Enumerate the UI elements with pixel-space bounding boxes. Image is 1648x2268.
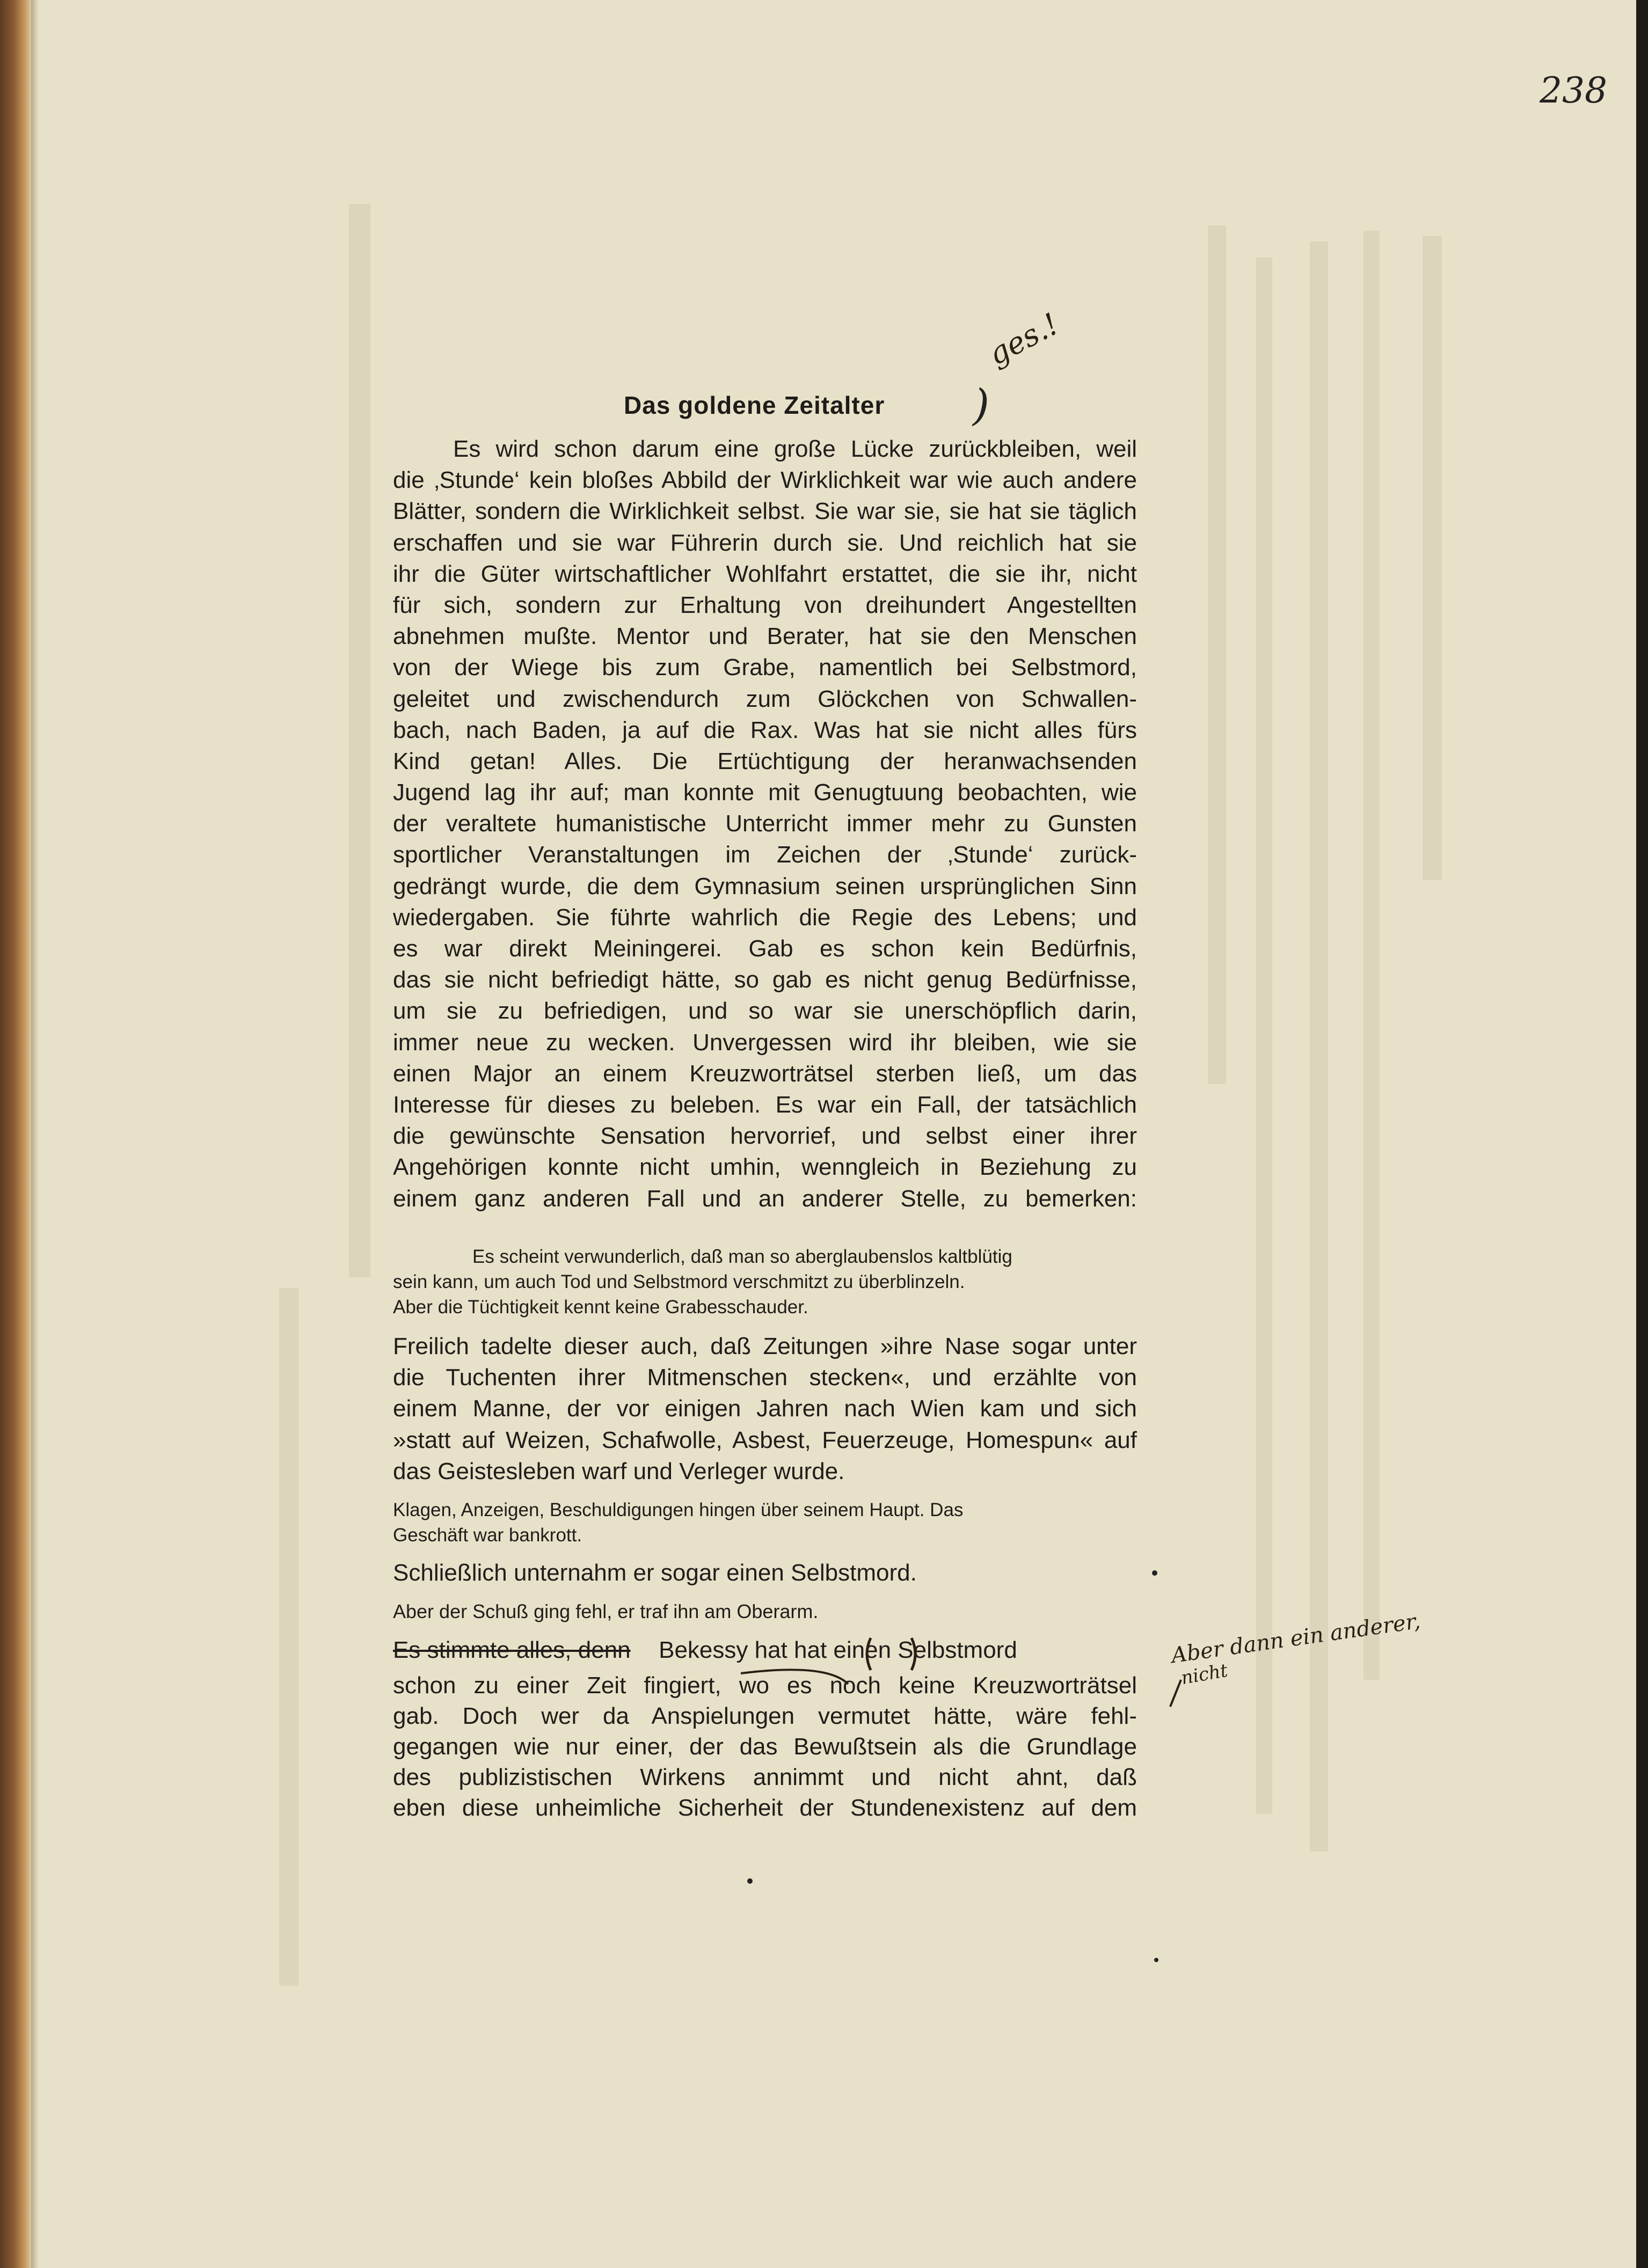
text-line: Kind getan! Alles. Die Ertüchtigung der heranwachsenden bbox=[393, 748, 1137, 774]
text-line: sportlicher Veranstaltungen im Zeichen der ‚Stunde‘ zurück- bbox=[393, 842, 1137, 868]
margin-note-line-2: nicht bbox=[1179, 1659, 1230, 1689]
text-line: gab. Doch wer da Anspielungen vermutet hätte, wäre fehl- bbox=[393, 1703, 1137, 1729]
text-line: die Tuchenten ihrer Mitmenschen stecken«, und erzählte von bbox=[393, 1364, 1137, 1391]
text-line: Interesse für dieses zu beleben. Es war ein Fall, der tatsächlich bbox=[393, 1091, 1137, 1118]
text-line: Freilich tadelte dieser auch, daß Zeitungen »ihre Nase sogar unter bbox=[393, 1333, 1137, 1359]
page-title: Das goldene Zeitalter bbox=[624, 391, 885, 419]
quote-line: Aber die Tüchtigkeit kennt keine Grabesschauder. bbox=[393, 1297, 808, 1318]
text-line: für sich, sondern zur Erhaltung von dreihundert Angestellten bbox=[393, 591, 1137, 618]
text-line: des publizistischen Wirkens annimmt und nicht ahnt, daß bbox=[393, 1764, 1137, 1790]
text-line: das sie nicht befriedigt hätte, so gab es nicht genug Bedürfnisse, bbox=[393, 967, 1137, 993]
text-line: erschaffen und sie war Führerin durch sie. Und reichlich hat sie bbox=[393, 529, 1137, 556]
margin-note-line-1: Aber dann ein anderer, bbox=[1170, 1608, 1422, 1669]
text-line: immer neue zu wecken. Unvergessen wird ihr bleiben, wie sie bbox=[393, 1029, 1137, 1056]
struck-through-text: Es stimmte alles, denn bbox=[393, 1637, 631, 1663]
text-line: das Geistesleben warf und Verleger wurde. bbox=[393, 1458, 845, 1484]
text-line: wiedergaben. Sie führte wahrlich die Regie des Lebens; und bbox=[393, 904, 1137, 931]
text-line: von der Wiege bis zum Grabe, namentlich bei Selbstmord, bbox=[393, 654, 1137, 681]
page-number: 238 bbox=[1540, 70, 1607, 111]
margin-arrow-mark bbox=[1170, 1680, 1181, 1707]
shot-text: Aber der Schuß ging fehl, er traf ihn am Oberarm. bbox=[393, 1600, 819, 1622]
suicide-text: Schließlich unternahm er sogar einen Selbstmord. bbox=[393, 1560, 917, 1586]
text-line: der veraltete humanistische Unterricht immer mehr zu Gunsten bbox=[393, 810, 1137, 837]
ink-dot bbox=[747, 1878, 753, 1884]
bracket-hat-mark bbox=[867, 1638, 915, 1670]
text-line: abnehmen mußte. Mentor und Berater, hat sie den Menschen bbox=[393, 623, 1137, 650]
quote-line: Klagen, Anzeigen, Beschuldigungen hingen über seinem Haupt. Das bbox=[393, 1499, 964, 1520]
text-line: schon zu einer Zeit fingiert, wo es noch keine Kreuzworträtsel bbox=[393, 1672, 1137, 1699]
text-line: einem ganz anderen Fall und an anderer Stelle, zu bemerken: bbox=[393, 1185, 1137, 1212]
text-line: Angehörigen konnte nicht umhin, wenngleich in Beziehung zu bbox=[393, 1154, 1137, 1181]
bekessy-line-text: Bekessy hat hat einen Selbstmord bbox=[659, 1637, 1017, 1663]
text-line: gegangen wie nur einer, der das Bewußtsein als die Grundlage bbox=[393, 1733, 1137, 1760]
text-line: Es wird schon darum eine große Lücke zurückbleiben, weil bbox=[453, 436, 1137, 462]
text-line: die ‚Stunde‘ kein bloßes Abbild der Wirklichkeit war wie auch andere bbox=[393, 467, 1137, 494]
text-line: bach, nach Baden, ja auf die Rax. Was hat sie nicht alles fürs bbox=[393, 716, 1137, 743]
text-line: einem Manne, der vor einigen Jahren nach Wien kam und sich bbox=[393, 1395, 1137, 1422]
text-line: ihr die Güter wirtschaftlicher Wohlfahrt erstattet, die sie ihr, nicht bbox=[393, 560, 1137, 587]
text-line: eben diese unheimliche Sicherheit der Stundenexistenz auf dem bbox=[393, 1795, 1137, 1821]
quote-line: sein kann, um auch Tod und Selbstmord verschmitzt zu überblinzeln. bbox=[393, 1271, 965, 1292]
margin-note-title: ges.! bbox=[982, 306, 1065, 372]
ink-dot bbox=[1154, 1958, 1158, 1962]
text-line: es war direkt Meiningerei. Gab es schon kein Bedürfnis, bbox=[393, 935, 1137, 962]
text-line: Blätter, sondern die Wirklichkeit selbst. Sie war sie, sie hat sie täglich bbox=[393, 498, 1137, 525]
insertion-curve-mark bbox=[741, 1670, 848, 1684]
quote-line: Geschäft war bankrott. bbox=[393, 1525, 582, 1546]
text-line: Jugend lag ihr auf; man konnte mit Genugtuung beobachten, wie bbox=[393, 779, 1137, 806]
bracket-mark: ) bbox=[973, 380, 990, 430]
ink-dot bbox=[1152, 1570, 1157, 1576]
quote-line: Es scheint verwunderlich, daß man so aberglaubenslos kaltblütig bbox=[472, 1246, 1012, 1267]
text-line: geleitet und zwischendurch zum Glöckchen von Schwallen- bbox=[393, 685, 1137, 712]
text-line: einen Major an einem Kreuzworträtsel sterben ließ, um das bbox=[393, 1060, 1137, 1087]
text-line: um sie zu befriedigen, und so war sie unerschöpflich darin, bbox=[393, 998, 1137, 1025]
text-line: »statt auf Weizen, Schafwolle, Asbest, Feuerzeuge, Homespun« auf bbox=[393, 1426, 1137, 1453]
text-line: gedrängt wurde, die dem Gymnasium seinen ursprünglichen Sinn bbox=[393, 873, 1137, 899]
text-line: die gewünschte Sensation hervorrief, und selbst einer ihrer bbox=[393, 1123, 1137, 1150]
